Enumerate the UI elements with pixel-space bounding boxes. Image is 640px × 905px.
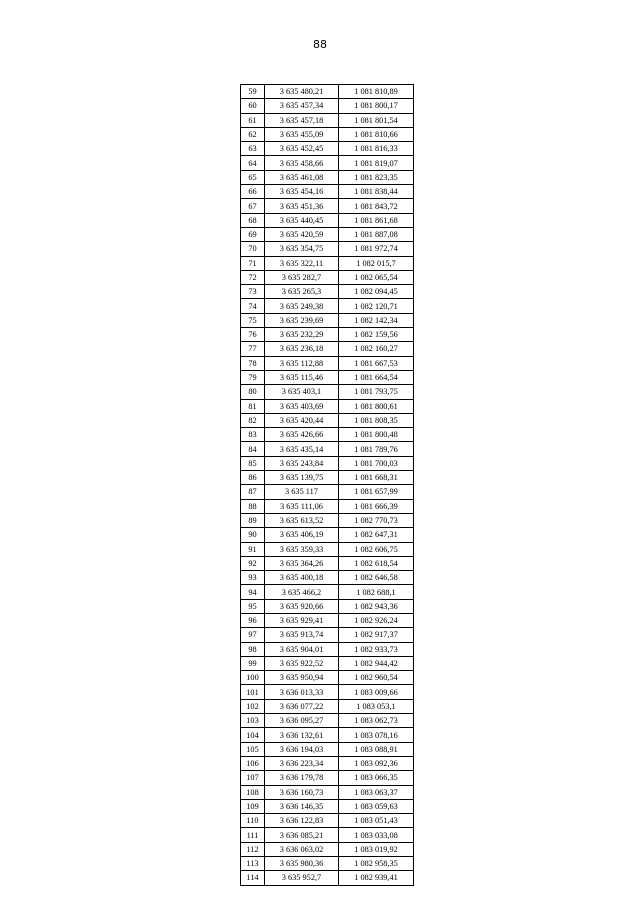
point-number-cell: 85	[241, 456, 265, 470]
y-coordinate-cell: 1 082 943,36	[339, 599, 414, 613]
point-number-cell: 91	[241, 542, 265, 556]
table-row	[241, 370, 414, 384]
point-number-cell: 111	[241, 828, 265, 842]
y-coordinate-cell: 1 083 092,36	[339, 756, 414, 770]
y-coordinate-cell: 1 082 958,35	[339, 857, 414, 871]
x-coordinate-cell: 3 636 085,21	[265, 828, 339, 842]
point-number-cell: 68	[241, 213, 265, 227]
y-coordinate-cell: 1 083 063,37	[339, 785, 414, 799]
y-coordinate-cell: 1 083 088,91	[339, 742, 414, 756]
table-row	[241, 342, 414, 356]
table-row	[241, 613, 414, 627]
y-coordinate-cell: 1 081 823,35	[339, 170, 414, 184]
x-coordinate-cell: 3 635 359,33	[265, 542, 339, 556]
point-number-cell: 66	[241, 185, 265, 199]
y-coordinate-cell: 1 081 800,48	[339, 428, 414, 442]
point-number-cell: 79	[241, 370, 265, 384]
y-coordinate-cell: 1 083 033,08	[339, 828, 414, 842]
table-row	[241, 313, 414, 327]
table-row	[241, 685, 414, 699]
x-coordinate-cell: 3 635 364,26	[265, 556, 339, 570]
x-coordinate-cell: 3 636 122,83	[265, 814, 339, 828]
y-coordinate-cell: 1 083 066,35	[339, 771, 414, 785]
table-row	[241, 413, 414, 427]
point-number-cell: 83	[241, 428, 265, 442]
table-row	[241, 242, 414, 256]
point-number-cell: 63	[241, 142, 265, 156]
table-row	[241, 85, 414, 99]
point-number-cell: 76	[241, 328, 265, 342]
point-number-cell: 60	[241, 99, 265, 113]
table-row	[241, 756, 414, 770]
x-coordinate-cell: 3 635 354,75	[265, 242, 339, 256]
x-coordinate-cell: 3 635 322,11	[265, 256, 339, 270]
y-coordinate-cell: 1 082 926,24	[339, 613, 414, 627]
y-coordinate-cell: 1 082 015,7	[339, 256, 414, 270]
y-coordinate-cell: 1 083 059,63	[339, 799, 414, 813]
x-coordinate-cell: 3 635 454,16	[265, 185, 339, 199]
point-number-cell: 105	[241, 742, 265, 756]
x-coordinate-cell: 3 635 117	[265, 485, 339, 499]
point-number-cell: 113	[241, 857, 265, 871]
y-coordinate-cell: 1 081 793,75	[339, 385, 414, 399]
x-coordinate-cell: 3 635 980,36	[265, 857, 339, 871]
x-coordinate-cell: 3 635 406,19	[265, 528, 339, 542]
point-number-cell: 95	[241, 599, 265, 613]
point-number-cell: 106	[241, 756, 265, 770]
point-number-cell: 72	[241, 270, 265, 284]
table-row	[241, 656, 414, 670]
table-row	[241, 742, 414, 756]
y-coordinate-cell: 1 081 861,68	[339, 213, 414, 227]
x-coordinate-cell: 3 635 420,44	[265, 413, 339, 427]
coordinates-table-body	[241, 85, 414, 886]
point-number-cell: 107	[241, 771, 265, 785]
y-coordinate-cell: 1 081 887,08	[339, 227, 414, 241]
table-row	[241, 113, 414, 127]
y-coordinate-cell: 1 082 142,34	[339, 313, 414, 327]
y-coordinate-cell: 1 081 838,44	[339, 185, 414, 199]
table-row	[241, 299, 414, 313]
y-coordinate-cell: 1 081 816,33	[339, 142, 414, 156]
y-coordinate-cell: 1 082 939,41	[339, 871, 414, 885]
point-number-cell: 59	[241, 85, 265, 99]
table-row	[241, 642, 414, 656]
y-coordinate-cell: 1 081 800,61	[339, 399, 414, 413]
table-row	[241, 585, 414, 599]
table-row	[241, 127, 414, 141]
table-row	[241, 270, 414, 284]
x-coordinate-cell: 3 635 115,46	[265, 370, 339, 384]
y-coordinate-cell: 1 083 009,66	[339, 685, 414, 699]
x-coordinate-cell: 3 635 457,18	[265, 113, 339, 127]
x-coordinate-cell: 3 635 613,52	[265, 513, 339, 527]
x-coordinate-cell: 3 635 139,75	[265, 471, 339, 485]
table-row	[241, 456, 414, 470]
x-coordinate-cell: 3 635 904,01	[265, 642, 339, 656]
x-coordinate-cell: 3 636 063,02	[265, 842, 339, 856]
x-coordinate-cell: 3 635 249,38	[265, 299, 339, 313]
table-row	[241, 485, 414, 499]
x-coordinate-cell: 3 635 426,66	[265, 428, 339, 442]
x-coordinate-cell: 3 635 239,69	[265, 313, 339, 327]
y-coordinate-cell: 1 081 664,54	[339, 370, 414, 384]
table-row	[241, 170, 414, 184]
point-number-cell: 104	[241, 728, 265, 742]
x-coordinate-cell: 3 636 146,35	[265, 799, 339, 813]
table-row	[241, 799, 414, 813]
x-coordinate-cell: 3 635 480,21	[265, 85, 339, 99]
point-number-cell: 64	[241, 156, 265, 170]
y-coordinate-cell: 1 081 667,53	[339, 356, 414, 370]
x-coordinate-cell: 3 635 451,36	[265, 199, 339, 213]
y-coordinate-cell: 1 083 053,1	[339, 699, 414, 713]
point-number-cell: 103	[241, 714, 265, 728]
x-coordinate-cell: 3 635 458,66	[265, 156, 339, 170]
point-number-cell: 108	[241, 785, 265, 799]
y-coordinate-cell: 1 081 668,31	[339, 471, 414, 485]
table-row	[241, 185, 414, 199]
y-coordinate-cell: 1 082 960,54	[339, 671, 414, 685]
table-row	[241, 471, 414, 485]
x-coordinate-cell: 3 635 929,41	[265, 613, 339, 627]
point-number-cell: 61	[241, 113, 265, 127]
point-number-cell: 114	[241, 871, 265, 885]
point-number-cell: 86	[241, 471, 265, 485]
x-coordinate-cell: 3 635 420,59	[265, 227, 339, 241]
point-number-cell: 71	[241, 256, 265, 270]
point-number-cell: 112	[241, 842, 265, 856]
x-coordinate-cell: 3 635 112,88	[265, 356, 339, 370]
y-coordinate-cell: 1 082 094,45	[339, 285, 414, 299]
table-row	[241, 513, 414, 527]
point-number-cell: 89	[241, 513, 265, 527]
y-coordinate-cell: 1 081 666,39	[339, 499, 414, 513]
point-number-cell: 96	[241, 613, 265, 627]
x-coordinate-cell: 3 636 160,73	[265, 785, 339, 799]
table-row	[241, 328, 414, 342]
coordinates-table	[240, 84, 414, 886]
table-row	[241, 156, 414, 170]
y-coordinate-cell: 1 083 051,43	[339, 814, 414, 828]
x-coordinate-cell: 3 636 077,22	[265, 699, 339, 713]
table-row	[241, 428, 414, 442]
y-coordinate-cell: 1 081 808,35	[339, 413, 414, 427]
point-number-cell: 90	[241, 528, 265, 542]
table-row	[241, 528, 414, 542]
point-number-cell: 110	[241, 814, 265, 828]
point-number-cell: 92	[241, 556, 265, 570]
table-row	[241, 699, 414, 713]
table-row	[241, 671, 414, 685]
table-row	[241, 285, 414, 299]
y-coordinate-cell: 1 081 800,17	[339, 99, 414, 113]
y-coordinate-cell: 1 082 160,27	[339, 342, 414, 356]
table-row	[241, 814, 414, 828]
y-coordinate-cell: 1 082 770,73	[339, 513, 414, 527]
x-coordinate-cell: 3 635 236,18	[265, 342, 339, 356]
x-coordinate-cell: 3 635 243,84	[265, 456, 339, 470]
point-number-cell: 100	[241, 671, 265, 685]
y-coordinate-cell: 1 082 646,58	[339, 571, 414, 585]
table-row	[241, 842, 414, 856]
x-coordinate-cell: 3 635 403,1	[265, 385, 339, 399]
point-number-cell: 98	[241, 642, 265, 656]
x-coordinate-cell: 3 635 452,45	[265, 142, 339, 156]
point-number-cell: 80	[241, 385, 265, 399]
table-row	[241, 385, 414, 399]
point-number-cell: 70	[241, 242, 265, 256]
point-number-cell: 62	[241, 127, 265, 141]
point-number-cell: 97	[241, 628, 265, 642]
table-row	[241, 599, 414, 613]
point-number-cell: 93	[241, 571, 265, 585]
y-coordinate-cell: 1 081 789,76	[339, 442, 414, 456]
y-coordinate-cell: 1 082 606,75	[339, 542, 414, 556]
table-row	[241, 442, 414, 456]
table-row	[241, 356, 414, 370]
x-coordinate-cell: 3 635 920,66	[265, 599, 339, 613]
x-coordinate-cell: 3 636 013,33	[265, 685, 339, 699]
y-coordinate-cell: 1 081 657,99	[339, 485, 414, 499]
point-number-cell: 102	[241, 699, 265, 713]
y-coordinate-cell: 1 083 062,73	[339, 714, 414, 728]
x-coordinate-cell: 3 635 913,74	[265, 628, 339, 642]
point-number-cell: 67	[241, 199, 265, 213]
y-coordinate-cell: 1 082 065,54	[339, 270, 414, 284]
point-number-cell: 94	[241, 585, 265, 599]
point-number-cell: 87	[241, 485, 265, 499]
table-row	[241, 714, 414, 728]
y-coordinate-cell: 1 082 647,31	[339, 528, 414, 542]
table-row	[241, 628, 414, 642]
point-number-cell: 65	[241, 170, 265, 184]
point-number-cell: 75	[241, 313, 265, 327]
x-coordinate-cell: 3 636 132,61	[265, 728, 339, 742]
x-coordinate-cell: 3 636 223,34	[265, 756, 339, 770]
x-coordinate-cell: 3 635 952,7	[265, 871, 339, 885]
y-coordinate-cell: 1 083 019,92	[339, 842, 414, 856]
table-row	[241, 499, 414, 513]
x-coordinate-cell: 3 636 194,03	[265, 742, 339, 756]
table-row	[241, 785, 414, 799]
y-coordinate-cell: 1 082 917,37	[339, 628, 414, 642]
x-coordinate-cell: 3 636 095,27	[265, 714, 339, 728]
table-row	[241, 142, 414, 156]
x-coordinate-cell: 3 635 232,29	[265, 328, 339, 342]
x-coordinate-cell: 3 635 282,7	[265, 270, 339, 284]
point-number-cell: 88	[241, 499, 265, 513]
y-coordinate-cell: 1 082 688,1	[339, 585, 414, 599]
table-row	[241, 857, 414, 871]
point-number-cell: 78	[241, 356, 265, 370]
x-coordinate-cell: 3 635 435,14	[265, 442, 339, 456]
table-row	[241, 871, 414, 885]
y-coordinate-cell: 1 081 819,07	[339, 156, 414, 170]
page-number: 88	[313, 38, 327, 51]
x-coordinate-cell: 3 636 179,78	[265, 771, 339, 785]
point-number-cell: 109	[241, 799, 265, 813]
x-coordinate-cell: 3 635 455,09	[265, 127, 339, 141]
table-row	[241, 556, 414, 570]
point-number-cell: 82	[241, 413, 265, 427]
y-coordinate-cell: 1 081 801,54	[339, 113, 414, 127]
y-coordinate-cell: 1 082 618,54	[339, 556, 414, 570]
table-row	[241, 771, 414, 785]
x-coordinate-cell: 3 635 922,52	[265, 656, 339, 670]
point-number-cell: 99	[241, 656, 265, 670]
x-coordinate-cell: 3 635 111,06	[265, 499, 339, 513]
table-row	[241, 828, 414, 842]
table-row	[241, 542, 414, 556]
point-number-cell: 84	[241, 442, 265, 456]
y-coordinate-cell: 1 081 972,74	[339, 242, 414, 256]
x-coordinate-cell: 3 635 466,2	[265, 585, 339, 599]
table-row	[241, 256, 414, 270]
table-row	[241, 399, 414, 413]
y-coordinate-cell: 1 081 700,03	[339, 456, 414, 470]
point-number-cell: 69	[241, 227, 265, 241]
table-row	[241, 227, 414, 241]
x-coordinate-cell: 3 635 950,94	[265, 671, 339, 685]
y-coordinate-cell: 1 083 078,16	[339, 728, 414, 742]
point-number-cell: 74	[241, 299, 265, 313]
point-number-cell: 81	[241, 399, 265, 413]
x-coordinate-cell: 3 635 400,18	[265, 571, 339, 585]
table-row	[241, 571, 414, 585]
y-coordinate-cell: 1 081 810,89	[339, 85, 414, 99]
x-coordinate-cell: 3 635 403,69	[265, 399, 339, 413]
y-coordinate-cell: 1 081 810,66	[339, 127, 414, 141]
x-coordinate-cell: 3 635 265,3	[265, 285, 339, 299]
x-coordinate-cell: 3 635 440,45	[265, 213, 339, 227]
y-coordinate-cell: 1 082 159,56	[339, 328, 414, 342]
x-coordinate-cell: 3 635 461,08	[265, 170, 339, 184]
y-coordinate-cell: 1 082 944,42	[339, 656, 414, 670]
y-coordinate-cell: 1 082 120,71	[339, 299, 414, 313]
y-coordinate-cell: 1 082 933,73	[339, 642, 414, 656]
x-coordinate-cell: 3 635 457,34	[265, 99, 339, 113]
table-row	[241, 213, 414, 227]
point-number-cell: 73	[241, 285, 265, 299]
table-row	[241, 728, 414, 742]
table-row	[241, 99, 414, 113]
y-coordinate-cell: 1 081 843,72	[339, 199, 414, 213]
point-number-cell: 77	[241, 342, 265, 356]
point-number-cell: 101	[241, 685, 265, 699]
table-row	[241, 199, 414, 213]
